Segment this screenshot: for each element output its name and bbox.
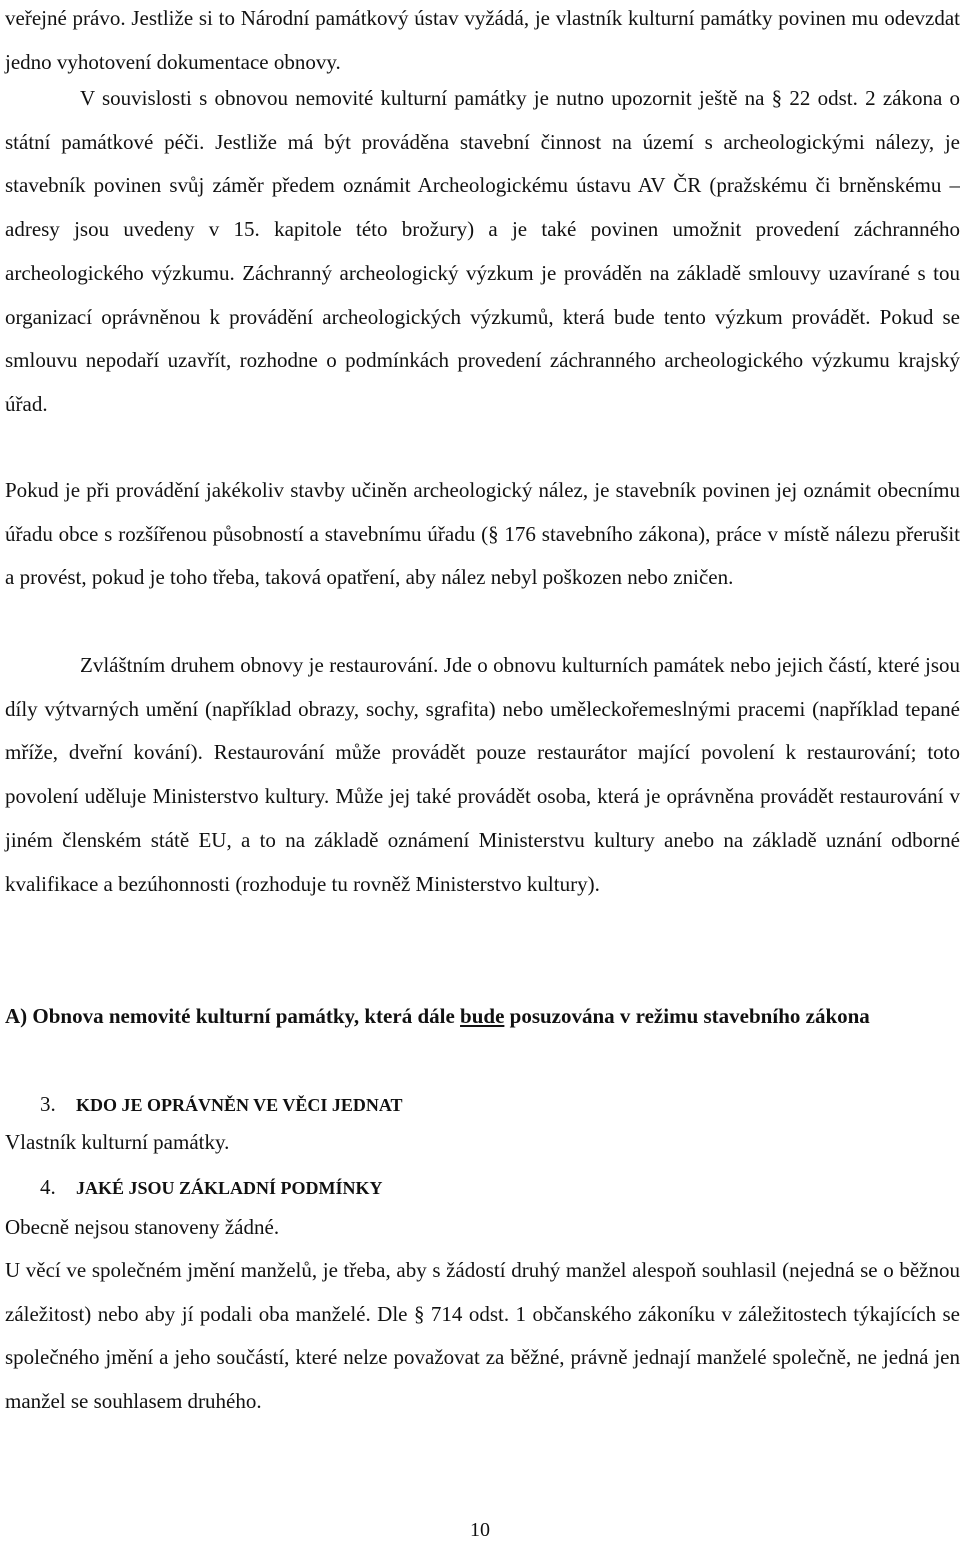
section-number-4: 4. — [40, 1175, 56, 1199]
page-number: 10 — [470, 1519, 490, 1541]
paragraph-obecne: Obecně nejsou stanoveny žádné. — [5, 1215, 280, 1239]
paragraph-spolecne-jmeni: U věcí ve společném jmění manželů, je třeba, aby s žádostí druhý manžel alespoň souhlasil (nejedná se o běžnou záležitost) nebo aby jí podali oba manželé. Dle § 714 odst. 1 občanského zákoníku v záležitostech týkajících se společného jmění a jeho součástí, které nelze považovat za běžné, právně jednají manželé společně, ne jedná jen manžel se souhlasem druhého. — [5, 1258, 960, 1414]
section-title-3: KDO JE OPRÁVNĚN VE VĚCI JEDNAT — [76, 1095, 403, 1115]
section-heading-a — [5, 995, 960, 1038]
heading-a-text-after: posuzována v režimu stavebního zákona — [504, 1004, 870, 1028]
paragraph-dokumentace: veřejné právo. Jestliže si to Národní památkový ústav vyžádá, je vlastník kulturní památky povinen mu odevzdat jedno vyhotovení dokumentace obnovy. — [5, 6, 960, 74]
paragraph-restaurovani: Zvláštním druhem obnovy je restaurování. Jde o obnovu kulturních památek nebo jejich částí, které jsou díly výtvarných umění (například obrazy, sochy, sgrafita) nebo uměleckořemeslnými pracemi (například tepané mříže, dveřní kování). Restaurování může provádět pouze restaurátor mající povolení k restaurování; toto povolení uděluje Ministerstvo kultury. Může jej také provádět osoba, která je oprávněna provádět restaurování v jiném členském státě EU, a to na základě oznámení Ministerstvu kultury anebo na základě uznání odborné kvalifikace a bezúhonnosti (rozhoduje tu rovněž Ministerstvo kultury). — [5, 653, 960, 896]
paragraph-archeologie: V souvislosti s obnovou nemovité kulturní památky je nutno upozornit ještě na § 22 odst. 2 zákona o státní památkové péči. Jestliže má být prováděna stavební činnost na území s archeologickými nálezy, je stavebník povinen svůj záměr předem oznámit Archeologickému ústavu AV ČR (pražskému či brněnskému – adresy jsou uvedeny v 15. kapitole této brožury) a je také povinen umožnit provedení záchranného archeologického výzkumu. Záchranný archeologický výzkum je prováděn na základě smlouvy uzavírané s tou organizací oprávněnou k provádění archeologických výzkumů, která bude tento výzkum provádět. Pokud se smlouvu nepodaří uzavřít, rozhodne o podmínkách provedení záchranného archeologického výzkumu krajský úřad. — [5, 86, 960, 416]
paragraph-vlastnik: Vlastník kulturní památky. — [5, 1130, 230, 1154]
section-title-4: JAKÉ JSOU ZÁKLADNÍ PODMÍNKY — [76, 1178, 383, 1198]
section-heading-4 — [40, 1172, 383, 1203]
heading-a-underlined-word: bude — [460, 1004, 505, 1028]
heading-a-text-before: A) Obnova nemovité kulturní památky, která dále — [5, 1004, 461, 1028]
section-number-3: 3. — [40, 1092, 56, 1116]
paragraph-archeologicky-nalez: Pokud je při provádění jakékoliv stavby učiněn archeologický nález, je stavebník povinen jej oznámit obecnímu úřadu obce s rozšířenou působností a stavebnímu úřadu (§ 176 stavebního zákona), práce v místě nálezu přerušit a provést, pokud je toho třeba, taková opatření, aby nález nebyl poškozen nebo zničen. — [5, 478, 960, 590]
section-heading-3 — [40, 1089, 403, 1120]
